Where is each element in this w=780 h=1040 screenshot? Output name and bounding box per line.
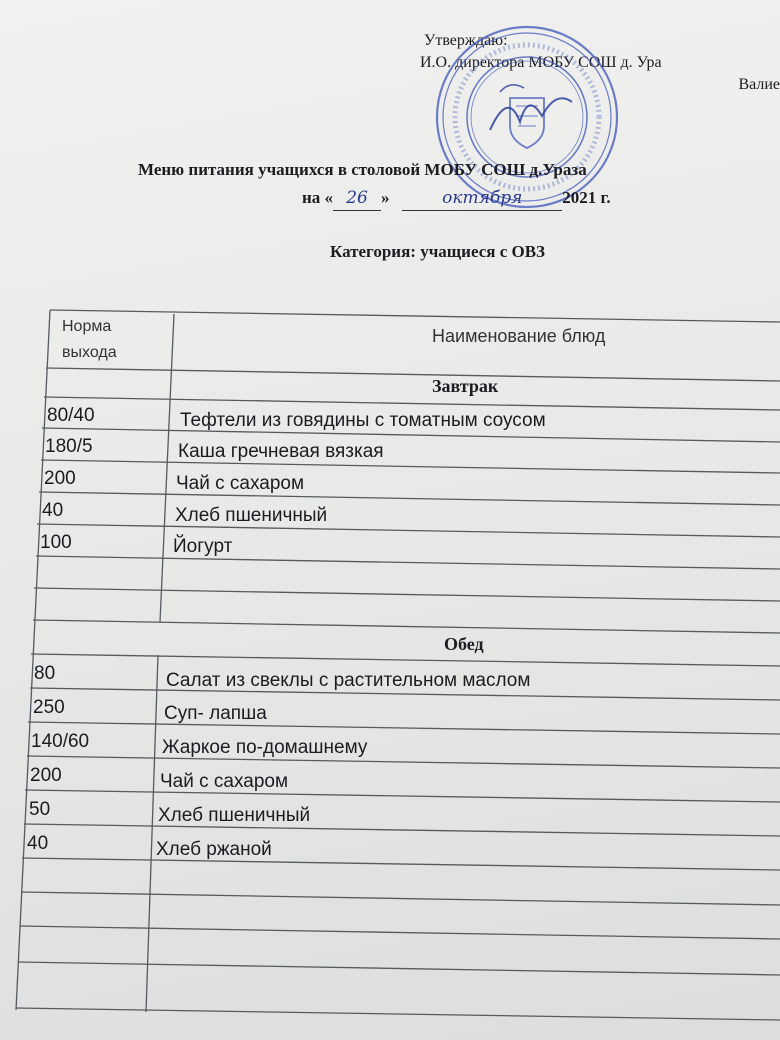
breakfast-dish: Чай с сахаром: [176, 473, 305, 494]
approval-position: И.О. директора МОБУ СОШ д. Ура: [420, 54, 662, 71]
header-norm-text: Норма выхода: [62, 318, 117, 361]
date-day-close: »: [381, 188, 390, 207]
lunch-norm: 140/60: [31, 731, 90, 752]
lunch-dish: Чай с сахаром: [160, 771, 289, 792]
approval-heading: Утверждаю:: [424, 32, 508, 49]
lunch-dish: Хлеб ржаной: [156, 839, 272, 860]
lunch-norm: 40: [27, 833, 49, 854]
breakfast-dish: Йогурт: [173, 536, 233, 557]
date-prefix: на «: [302, 188, 334, 207]
breakfast-dish: Хлеб пшеничный: [175, 505, 328, 526]
breakfast-norm: 40: [42, 500, 64, 521]
breakfast-norm: 100: [40, 532, 72, 553]
date-month: октября: [402, 186, 562, 211]
header-norm: [62, 314, 152, 366]
breakfast-norm: 200: [44, 468, 76, 489]
section-breakfast: Завтрак: [432, 376, 499, 396]
title-line: Меню питания учащихся в столовой МОБУ СОШ д.Ураза: [138, 160, 587, 179]
lunch-dish: Хлеб пшеничный: [158, 805, 311, 826]
lunch-norm: 50: [29, 799, 51, 820]
date-day: 26: [333, 186, 381, 211]
breakfast-dish: Тефтели из говядины с томатным соусом: [180, 410, 546, 431]
breakfast-norm: 80/40: [47, 405, 95, 426]
lunch-dish: Суп- лапша: [164, 703, 267, 724]
category-label: Категория: учащиеся с ОВЗ: [330, 242, 546, 261]
lunch-norm: 80: [34, 663, 56, 684]
lunch-dish: Жаркое по-домашнему: [162, 737, 368, 758]
date-year: 2021 г.: [562, 188, 611, 207]
section-lunch: Обед: [444, 634, 484, 654]
lunch-dish: Салат из свеклы с растительном маслом: [166, 670, 531, 691]
breakfast-norm: 180/5: [45, 436, 93, 457]
approval-name: Валие: [738, 76, 780, 93]
header-dish-name: Наименование блюд: [432, 326, 606, 346]
lunch-norm: 250: [33, 697, 65, 718]
breakfast-dish: Каша гречневая вязкая: [178, 441, 384, 462]
lunch-norm: 200: [30, 765, 62, 786]
